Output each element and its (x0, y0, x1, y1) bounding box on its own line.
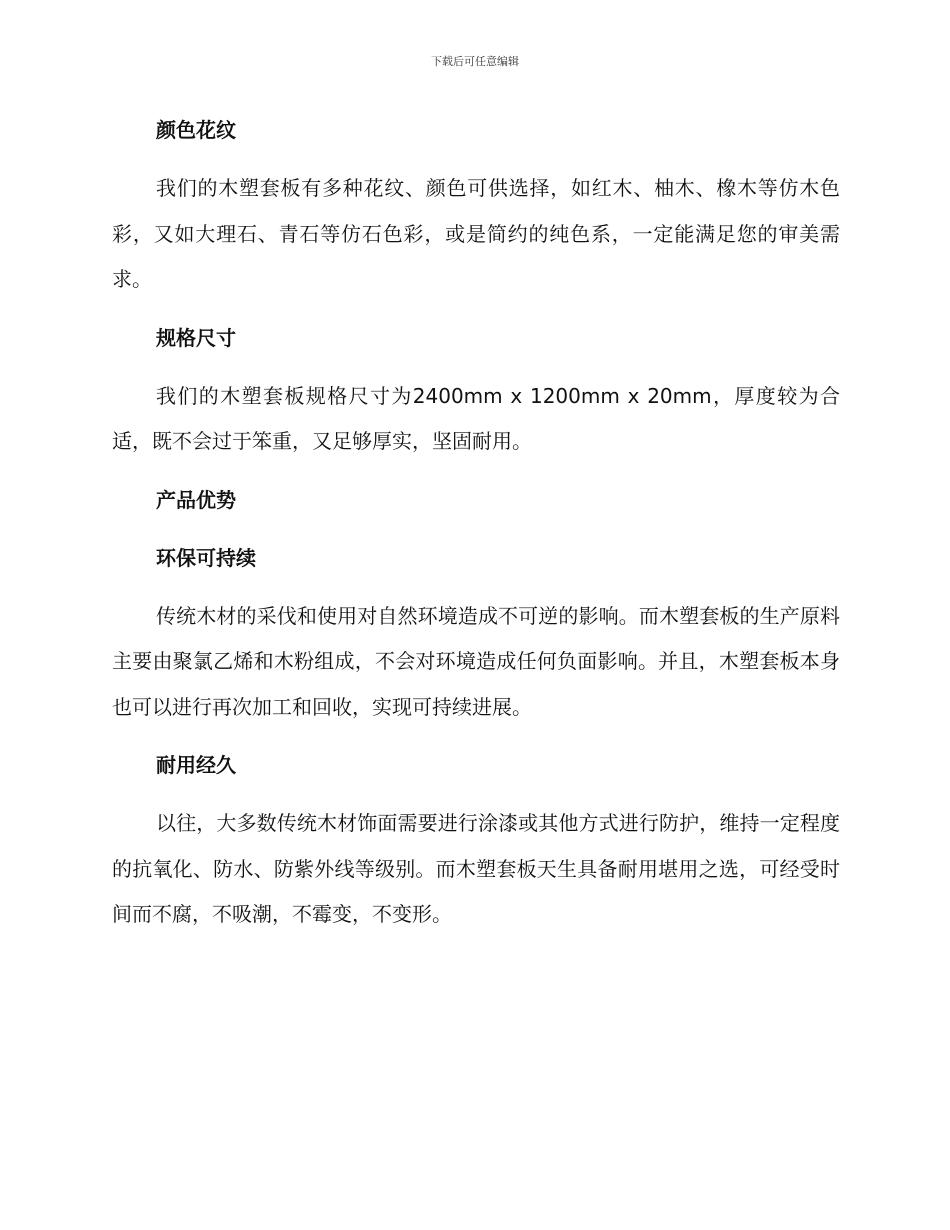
section-heading-durability: 耐用经久 (156, 753, 236, 777)
section-heading-product-advantages: 产品优势 (156, 487, 236, 512)
section-paragraph-color-pattern: 我们的木塑套板有多种花纹、颜色可供选择，如红木、柚木、橡木等仿木色彩，又如大理石、青石等仿石色彩，或是简约的纯色系，一定能满足您的审美需求。 (112, 176, 840, 291)
document-body (112, 108, 840, 938)
section-paragraph-eco-sustainable: 传统木材的采伐和使用对自然环境造成不可逆的影响。而木塑套板的生产原料主要由聚氯乙烯和木粉组成，不会对环境造成任何负面影响。并且，木塑套板本身也可以进行再次加工和回收，实现可持续进展。 (112, 603, 840, 719)
section-heading-color-pattern: 颜色花纹 (156, 118, 236, 142)
section-paragraph-durability: 以往，大多数传统木材饰面需要进行涂漆或其他方式进行防护，维持一定程度的抗氧化、防水、防紫外线等级别。而木塑套板天生具备耐用堪用之选，可经受时间而不腐，不吸潮，不霉变，不变形。 (112, 811, 840, 926)
section-paragraph-specifications: 我们的木塑套板规格尺寸为2400mm x 1200mm x 20mm，厚度较为合适，既不会过于笨重，又足够厚实，坚固耐用。 (112, 383, 840, 453)
section-heading-eco-sustainable: 环保可持续 (156, 545, 256, 570)
page-header-note: 下载后可任意编辑 (431, 55, 519, 68)
section-heading-specifications: 规格尺寸 (156, 325, 236, 350)
